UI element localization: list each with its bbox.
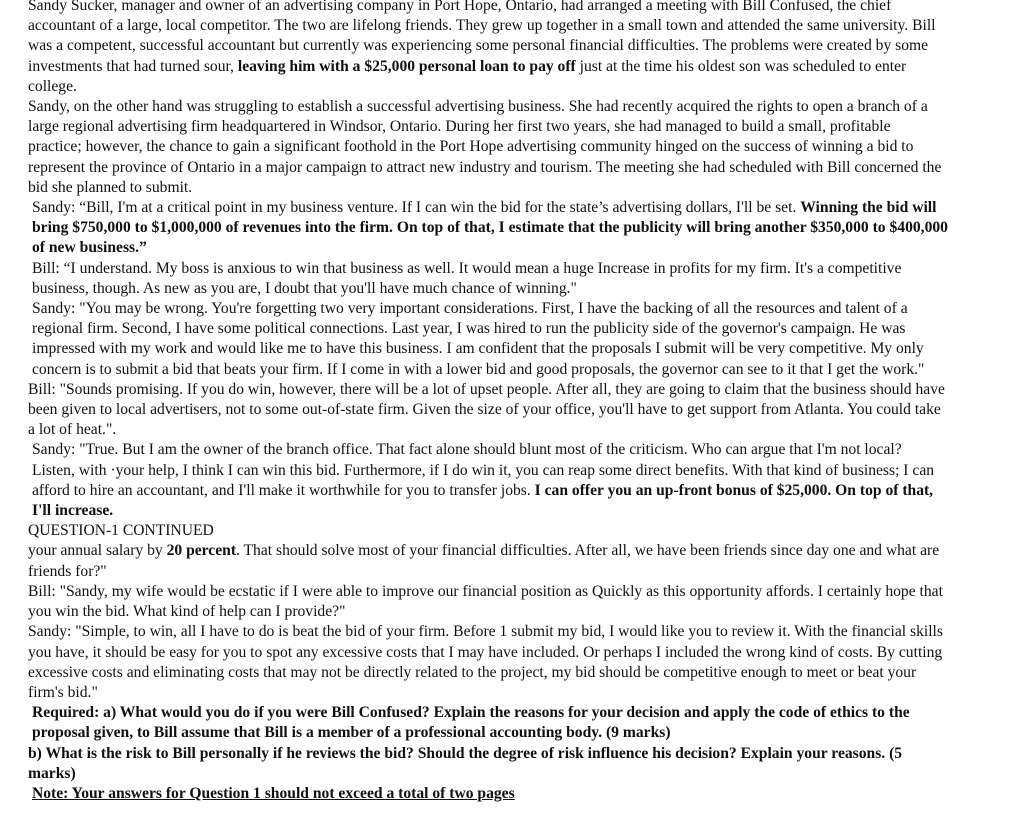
dialogue-sandy-2: Sandy: "You may be wrong. You're forgetting two very important considerations. First, I have the backing of all the resources and talent of a regional firm. Second, I have some political connections. Last year, I was hired to run the publicity side of the governor's campaign. He was impressed with my work and would like me to have this business. I am confident that the proposals I submit will be very competitive. My only concern is to submit a bid that beats your firm. If I come in with a lower bid and good proposals, the governor can see to it that I get the work.": [32, 300, 925, 378]
dialogue-sandy-4: Sandy: "Simple, to win, all I have to do is beat the bid of your firm. Before 1 submit my bid, I would like you to review it. With the financial skills you have, it should be easy for you to spot any excessive costs that I may have included. Or perhaps I included the wrong kind of costs. By cutting excessive costs and eliminating costs that may not be directly related to the project, my bid should be competitive enough to meet or beat your firm's bid.": [28, 623, 943, 701]
continued-heading: QUESTION-1 CONTINUED: [28, 522, 214, 540]
dialogue-sandy-1: [28, 198, 948, 259]
dialogue-bill-1: Bill: “I understand. My boss is anxious to win that business as well. It would mean a huge Increase in profits for my firm. It's a competitive business, though. As new as you are, I doubt that you'll have much chance of winning.": [32, 259, 902, 297]
dialogue-sandy-3-continued: [28, 541, 948, 581]
paragraph-text: just at the time his oldest son was scheduled to enter college.: [28, 57, 907, 95]
page-limit-note: Note: Your answers for Question 1 should not exceed a total of two pages: [32, 784, 515, 802]
required-part-b: [28, 744, 948, 784]
revenue-highlight: Winning the bid will bring $750,000 to $1,000,000 of revenues into the firm. On top of that, I estimate that the publicity will bring another $350,000 to $400,000 of new business.”: [32, 199, 948, 257]
salary-highlight: 20 percent: [166, 542, 237, 560]
bonus-highlight: I can offer you an up-front bonus of $25,000. On top of that, I'll increase.: [32, 481, 934, 520]
paragraph-text: . That should solve most of your financial difficulties. After all, we have been friends since day one and what are friends for?": [28, 542, 940, 580]
dialogue-bill-2: Bill: "Sounds promising. If you do win, however, there will be a lot of upset people. After all, they are going to claim that the business should have been given to local advertisers, not to some out-of-state firm. Given the size of your office, you'll have to get support from Atlanta. You could take a lot of heat.".: [28, 380, 945, 439]
paragraph-sandy-background: Sandy, on the other hand was struggling to establish a successful advertising business. She had recently acquired the rights to open a branch of a large regional advertising firm headquartered in Windsor, Ontario. During her first two years, she had managed to build a small, profitable practice; however, the chance to gain a significant foothold in the Port Hope advertising community hinged on the success of winning a bid to represent the province of Ontario in a major campaign to attract new industry and tourism. The meeting she had scheduled with Bill concerned the bid she planned to submit.: [28, 98, 942, 196]
loan-highlight: leaving him with a $25,000 personal loan to pay off: [237, 57, 576, 75]
paragraph-text: Sandy Sucker, manager and owner of an advertising company in Port Hope, Ontario, had arranged a meeting with Bill Confused, the chief accountant of a large, local competitor. The two are lifelong friends. They grew up together in a small town and attended the same university. Bill was a competent, successful accountant but currently was experiencing some personal financial difficulties. The problems were created by some investments that had turned sour,: [28, 0, 936, 75]
dialogue-sandy-3: [28, 440, 948, 521]
required-a-text: Required: a) What would you do if you were Bill Confused? Explain the reasons for your decision and apply the code of ethics to the proposal given, to Bill assume that Bill is a member of a professional accounting body. (9 marks): [32, 704, 910, 742]
required-b-text: b) What is the risk to Bill personally if he reviews the bid? Should the degree of risk influence his decision? Explain your reasons. (5 marks): [28, 744, 903, 782]
question-document: [28, 0, 948, 804]
dialogue-bill-3: Bill: "Sandy, my wife would be ecstatic if I were able to improve our financial position as Quickly as this opportunity affords. I certainly hope that you win the bid. What kind of help can I provide?": [28, 582, 943, 621]
paragraph-text: Sandy: "True. But I am the owner of the branch office. That fact alone should blunt most of the criticism. Who can argue that I'm not local? Listen, with ·your help, I think I can win this bid. Furthermore, if I do win it, you can reap some direct benefits. With that kind of business; I can afford to hire an accountant, and I'll make it worthwhile for you to transfer jobs.: [32, 441, 935, 499]
required-part-a: [28, 703, 948, 743]
paragraph-text: Sandy: “Bill, I'm at a critical point in my business venture. If I can win the bid for the state’s advertising dollars, I'll be set.: [32, 199, 801, 217]
paragraph-text: your annual salary by: [28, 542, 167, 560]
paragraph-intro: [28, 0, 948, 97]
